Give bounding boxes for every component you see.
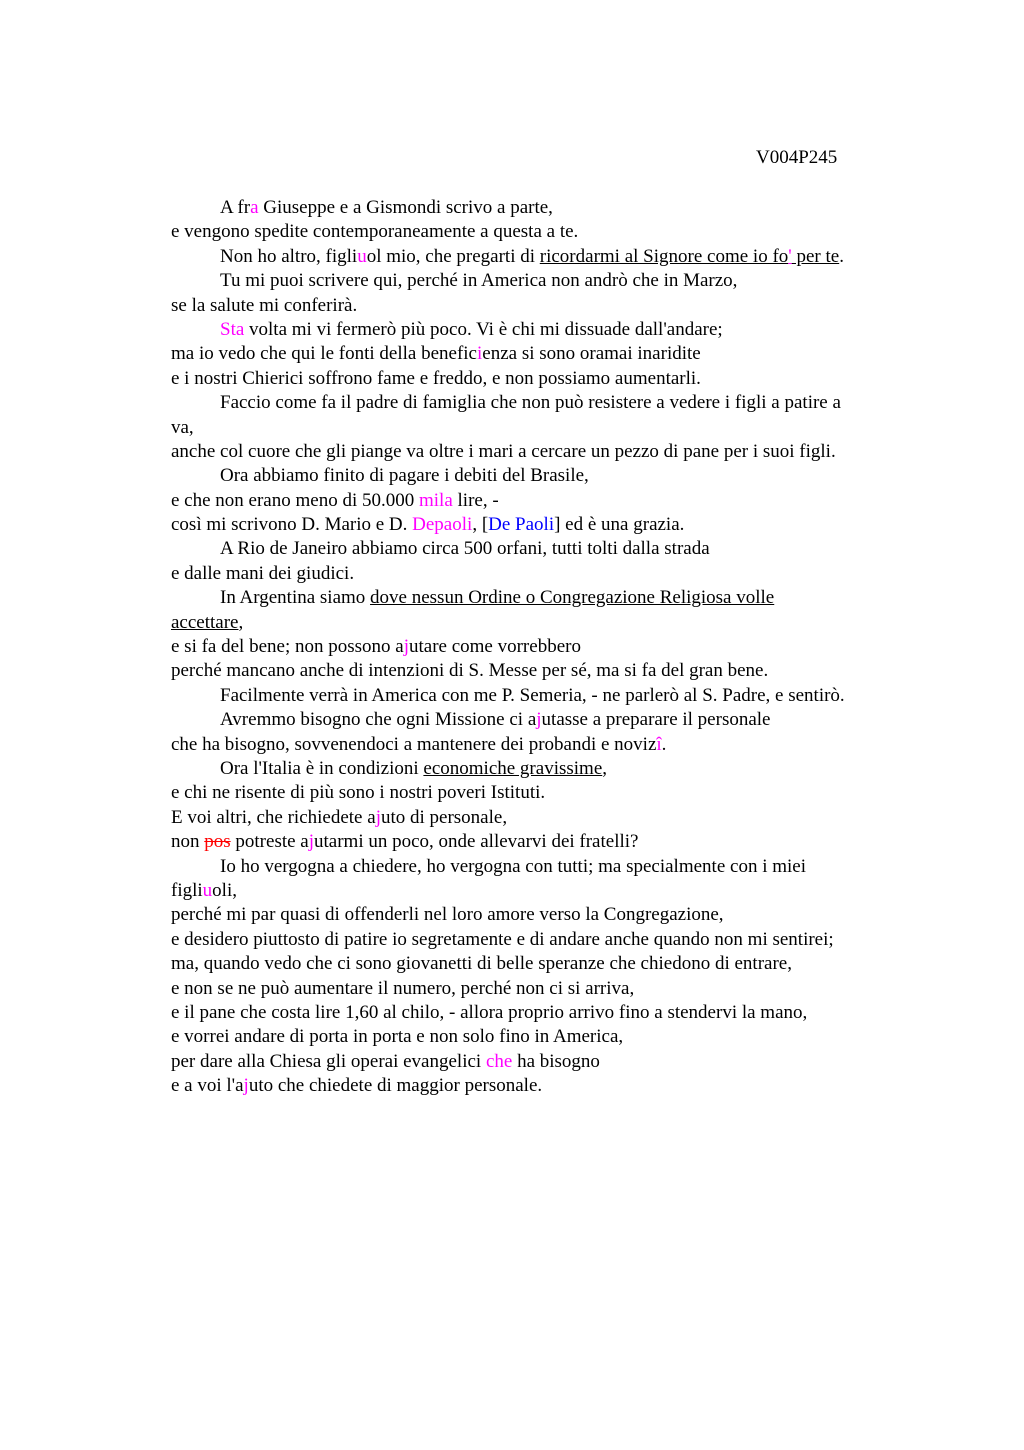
text-line <box>171 269 911 293</box>
underlined-text: per te <box>791 245 840 267</box>
underlined-text: economiche gravissime <box>423 757 603 779</box>
text-segment: e vengono spedite contemporaneamente a questa a te. <box>171 221 579 243</box>
inserted-text: î <box>656 733 662 755</box>
text-line <box>171 1050 911 1074</box>
text-segment: se la salute mi conferirà. <box>171 294 358 316</box>
text-segment: , <box>238 611 244 633</box>
text-line <box>171 635 911 659</box>
text-segment: e non se ne può aumentare il numero, perché non ci si arriva, <box>171 977 635 999</box>
inserted-text: u <box>357 245 367 267</box>
text-line <box>171 196 911 220</box>
text-segment: Io ho vergogna a chiedere, ho vergogna con tutti; ma specialmente con i miei <box>220 855 806 877</box>
text-line <box>171 977 911 1001</box>
text-segment: e si fa del bene; non possono a <box>171 636 404 658</box>
text-segment: e chi ne risente di più sono i nostri poveri Istituti. <box>171 782 546 804</box>
text-segment: Avremmo bisogno che ogni Missione ci a <box>220 709 537 731</box>
text-segment: per dare alla Chiesa gli operai evangelici <box>171 1050 486 1072</box>
text-segment: Non ho altro, figli <box>220 245 358 267</box>
text-line <box>171 1025 911 1049</box>
text-segment: ] ed è una grazia. <box>554 514 685 536</box>
text-segment: e a voi l'a <box>171 1075 244 1097</box>
text-segment: volta mi vi fermerò più poco. Vi è chi mi dissuade dall'andare; <box>244 318 723 340</box>
text-segment: figli <box>171 879 203 901</box>
text-line <box>171 879 911 903</box>
inserted-text: ' <box>788 245 792 267</box>
text-segment: oli, <box>212 879 237 901</box>
text-line <box>171 928 911 952</box>
text-segment: E voi altri, che richiedete a <box>171 806 376 828</box>
text-line <box>171 537 911 561</box>
inserted-text: che <box>485 1050 513 1072</box>
inserted-text: j <box>403 636 409 658</box>
text-segment: e il pane che costa lire 1,60 al chilo, - allora proprio arrivo fino a stendervi la mano, <box>171 1001 808 1023</box>
text-line <box>171 855 911 879</box>
text-line <box>171 733 911 757</box>
inserted-text: j <box>308 831 315 853</box>
text-segment: lire, - <box>452 489 499 511</box>
text-segment: non <box>171 831 205 853</box>
text-line <box>171 391 911 415</box>
text-segment: e dalle mani dei giudici. <box>171 562 355 584</box>
text-line <box>171 489 911 513</box>
text-segment: e che non erano meno di 50.000 <box>171 489 419 511</box>
text-segment: uto di personale, <box>380 806 508 828</box>
underlined-text: ricordarmi al Signore come io fo <box>539 245 789 267</box>
text-segment: . <box>661 733 667 755</box>
text-segment: Giuseppe e a Gismondi scrivo a parte, <box>258 197 553 218</box>
text-segment: anche col cuore che gli piange va oltre i mari a cercare un pezzo di pane per i suoi figli. <box>171 440 836 462</box>
text-line <box>171 781 911 805</box>
text-line <box>171 416 911 440</box>
text-line <box>171 903 911 927</box>
inserted-text: j <box>243 1075 249 1097</box>
inserted-text: a <box>250 197 259 218</box>
text-line <box>171 830 911 854</box>
text-segment: ha bisogno <box>512 1050 600 1072</box>
text-line <box>171 1001 911 1025</box>
text-segment: che ha bisogno, sovvenendoci a mantenere dei probandi e noviz <box>171 733 657 755</box>
text-line <box>171 245 911 269</box>
text-segment: Tu mi puoi scrivere qui, perché in America non andrò che in Marzo, <box>220 270 738 292</box>
text-line <box>171 342 911 366</box>
text-line <box>171 464 911 488</box>
text-segment: Ora abbiamo finito di pagare i debiti del Brasile, <box>220 465 589 487</box>
text-segment: e i nostri Chierici soffrono fame e freddo, e non possiamo aumentarli. <box>171 367 701 389</box>
text-segment: perché mancano anche di intenzioni di S. Messe per sé, ma si fa del gran bene. <box>171 660 769 682</box>
text-line <box>171 586 911 610</box>
text-line <box>171 1074 911 1098</box>
text-segment: In Argentina siamo <box>220 587 371 609</box>
text-line <box>171 611 911 635</box>
page-identifier: V004P245 <box>756 147 838 168</box>
text-segment: e vorrei andare di porta in porta e non solo fino in America, <box>171 1026 624 1048</box>
text-line <box>171 562 911 586</box>
text-segment: Facilmente verrà in America con me P. Semeria, - ne parlerò al S. Padre, e sentirò. <box>220 684 845 706</box>
text-line <box>171 659 911 683</box>
inserted-text: j <box>536 709 542 731</box>
text-segment: utarmi un poco, onde allevarvi dei fratelli? <box>314 831 639 853</box>
text-segment: utare come vorrebbero <box>408 636 581 658</box>
text-segment: ma io vedo che qui le fonti della benefic <box>171 343 477 365</box>
deleted-text: pos <box>204 831 231 853</box>
text-line <box>171 294 911 318</box>
inserted-text: i <box>477 343 483 365</box>
text-segment: Ora l'Italia è in condizioni <box>220 757 424 779</box>
text-segment: , <box>602 757 607 779</box>
underlined-text: accettare <box>171 611 239 633</box>
text-line <box>171 440 911 464</box>
text-segment: utasse a preparare il personale <box>541 709 771 731</box>
text-segment: ma, quando vedo che ci sono giovanetti di belle speranze che chiedono di entrare, <box>171 953 792 975</box>
editorial-note: De Paoli <box>488 514 555 536</box>
letter-body <box>171 196 911 1098</box>
text-segment: , [ <box>472 514 489 536</box>
text-line <box>171 952 911 976</box>
text-segment: perché mi par quasi di offenderli nel loro amore verso la Congregazione, <box>171 904 724 926</box>
inserted-text: Depaoli <box>412 514 473 536</box>
text-segment: A Rio de Janeiro abbiamo circa 500 orfani, tutti tolti dalla strada <box>220 538 710 560</box>
text-line <box>171 220 911 244</box>
text-line <box>171 318 911 342</box>
text-segment: va, <box>171 416 194 438</box>
text-segment: uto che chiedete di maggior personale. <box>248 1075 543 1097</box>
inserted-text: mila <box>418 489 453 511</box>
text-segment: così mi scrivono D. Mario e D. <box>171 514 413 536</box>
inserted-text: u <box>202 879 213 901</box>
text-line <box>171 708 911 732</box>
text-segment: A fr <box>220 197 251 218</box>
text-line <box>171 684 911 708</box>
text-line <box>171 513 911 537</box>
text-segment: Faccio come fa il padre di famiglia che non può resistere a vedere i figli a patire a <box>220 392 841 414</box>
text-segment: ol mio, che pregarti di <box>366 245 540 267</box>
text-segment: . <box>839 245 844 267</box>
text-line <box>171 806 911 830</box>
text-line <box>171 757 911 781</box>
text-segment: enza si sono oramai inaridite <box>482 343 701 365</box>
inserted-text: j <box>375 806 381 828</box>
underlined-text: dove nessun Ordine o Congregazione Religiosa volle <box>370 587 775 609</box>
text-line <box>171 367 911 391</box>
text-segment: e desidero piuttosto di patire io segretamente e di andare anche quando non mi sentirei; <box>171 928 834 950</box>
text-segment: potreste a <box>230 831 309 853</box>
inserted-text: Sta <box>220 318 245 340</box>
